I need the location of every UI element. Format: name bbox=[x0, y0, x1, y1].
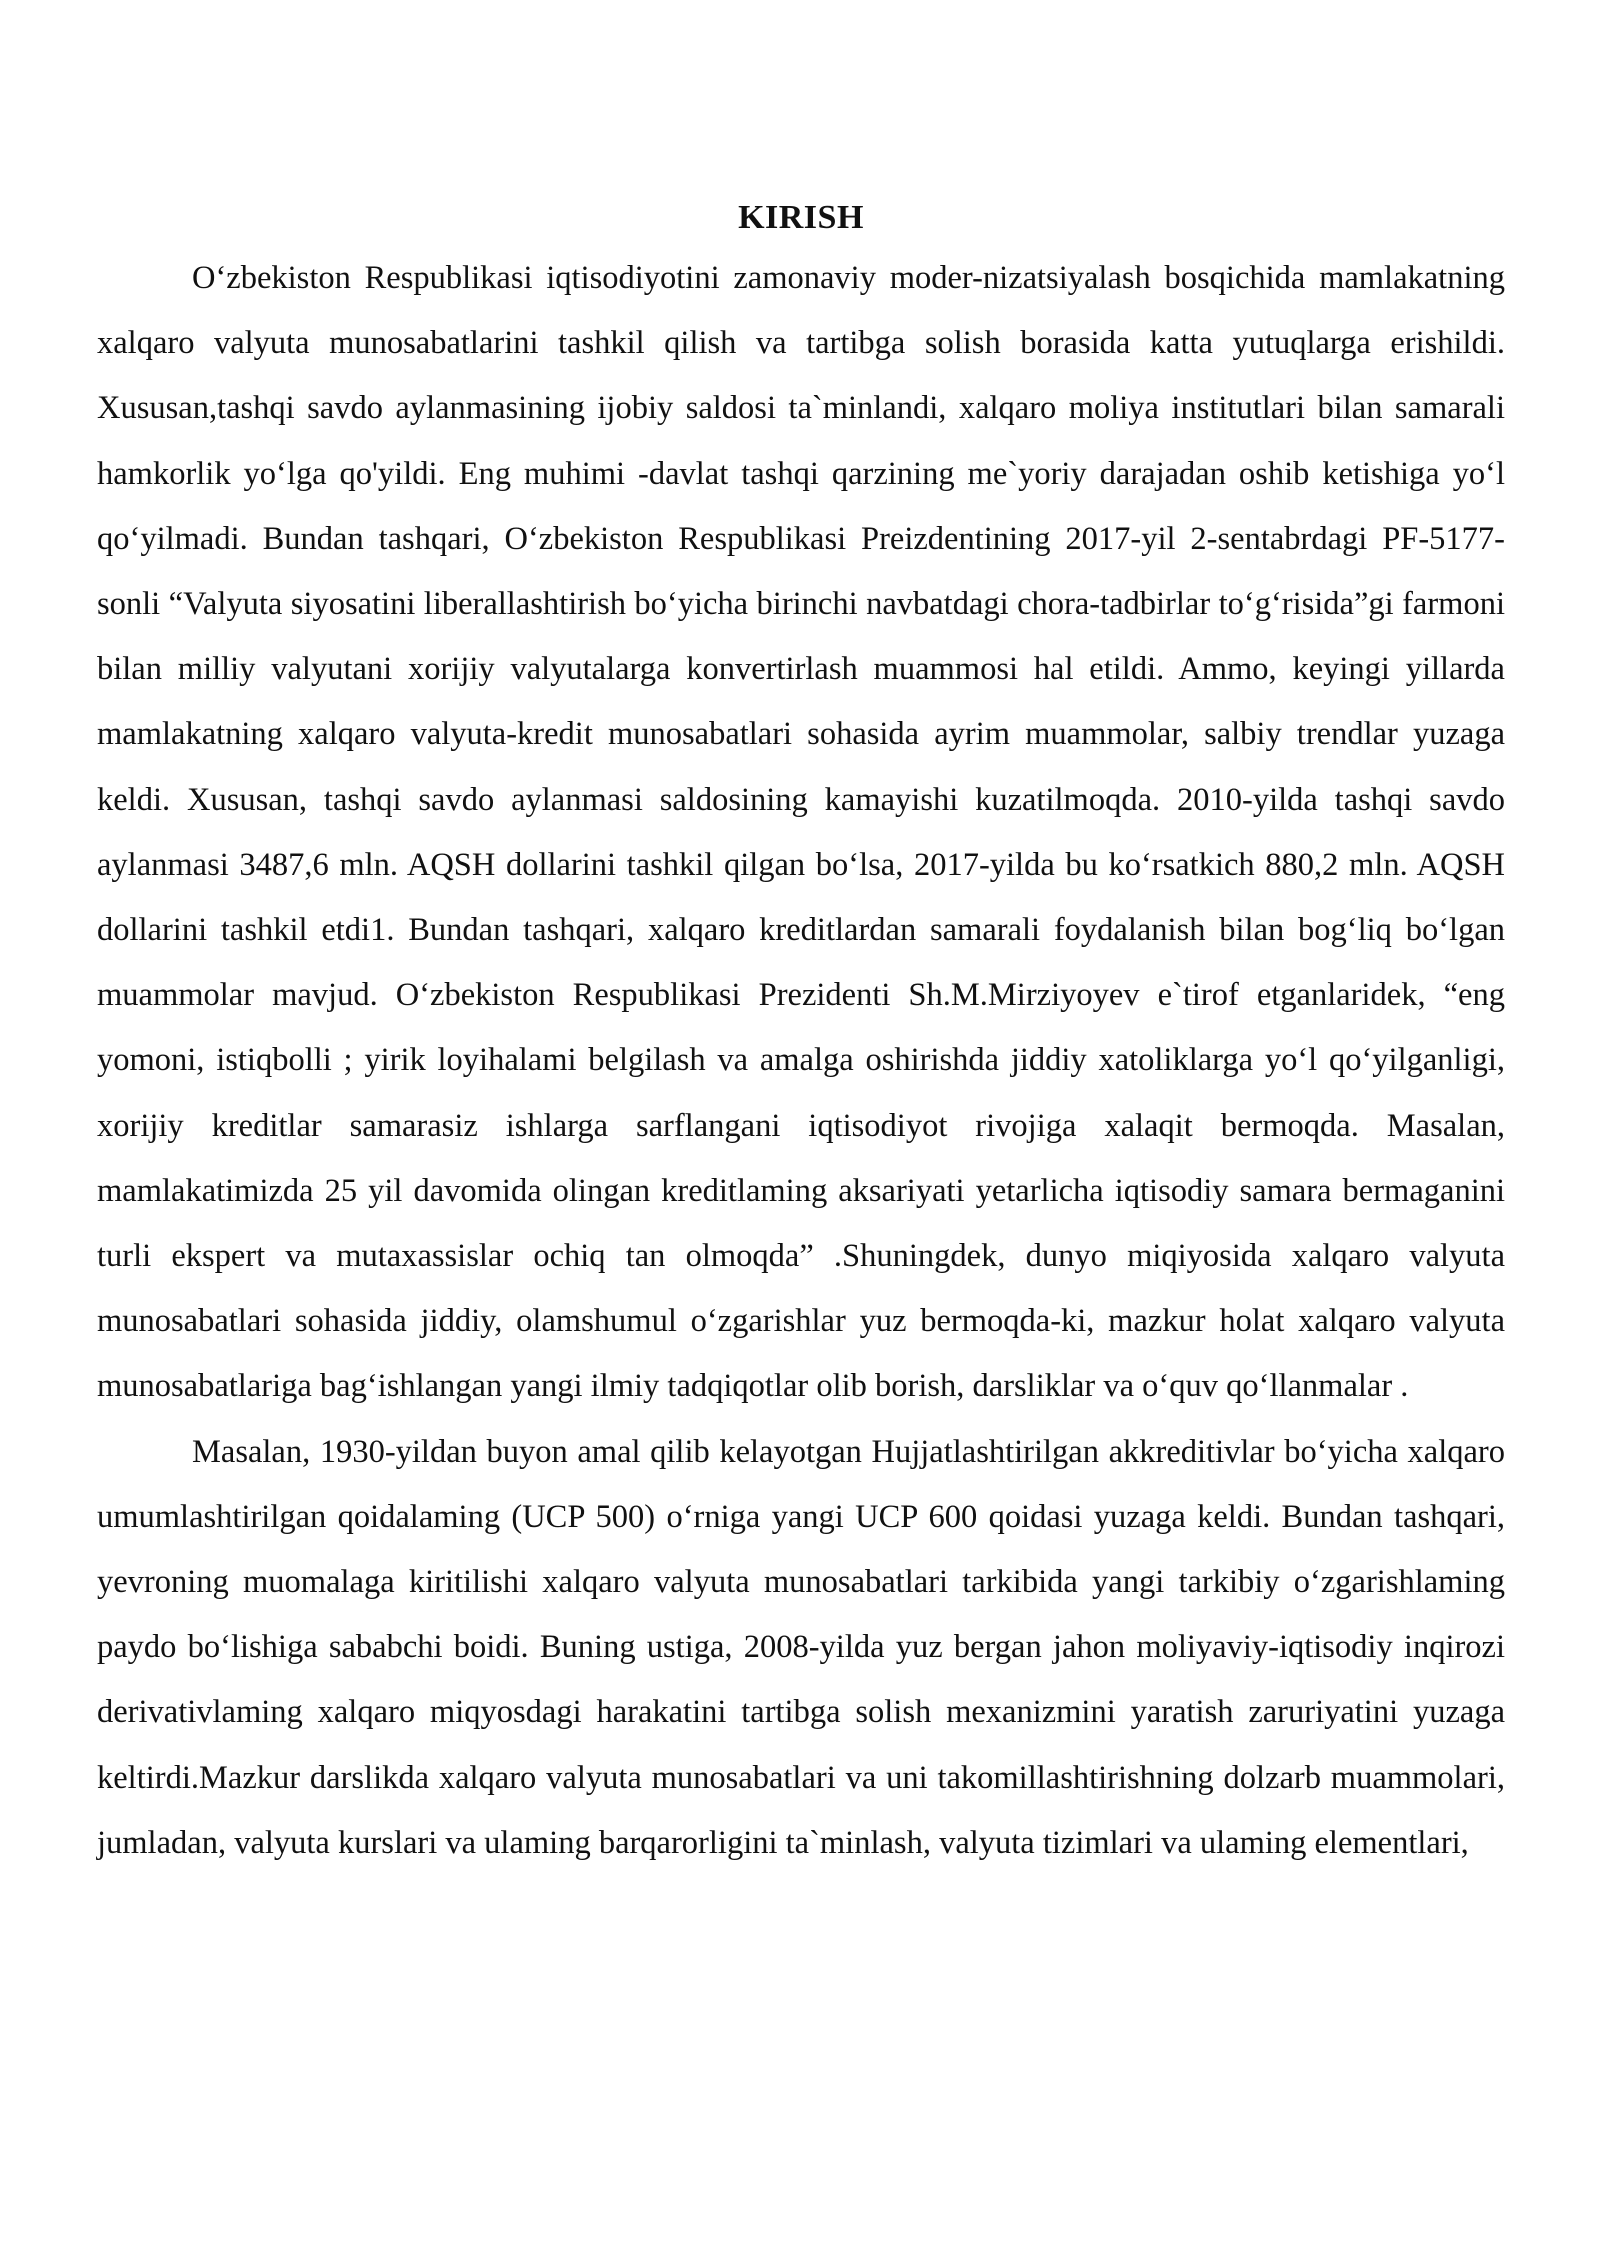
paragraph-1: O‘zbekiston Respublikasi iqtisodiyotini zamonaviy moder-nizatsiyalash bosqichida mamlakatning xalqaro valyuta munosabatlarini tashkil qilish va tartibga solish borasida katta yutuqlarga erishildi. Xususan,tashqi savdo aylanmasining ijobiy saldosi ta`minlandi, xalqaro moliya institutlari bilan samarali hamkorlik yo‘lga qo'yildi. Eng muhimi -davlat tashqi qarzining me`yoriy darajadan oshib ketishiga yo‘l qo‘yilmadi. Bundan tashqari, O‘zbekiston Respublikasi Preizdentining 2017-yil 2-sentabrdagi PF-5177-sonli “Valyuta siyosatini liberallashtirish bo‘yicha birinchi navbatdagi chora-tadbirlar to‘g‘risida”gi farmoni bilan milliy valyutani xorijiy valyutalarga konvertirlash muammosi hal etildi. Ammo, keyingi yillarda mamlakatning xalqaro valyuta-kredit munosabatlari sohasida ayrim muammolar, salbiy trendlar yuzaga keldi. Xususan, tashqi savdo aylanmasi saldosining kamayishi kuzatilmoqda. 2010-yilda tashqi savdo aylanmasi 3487,6 mln. AQSH dollarini tashkil qilgan bo‘lsa, 2017-yilda bu ko‘rsatkich 880,2 mln. AQSH dollarini tashkil etdi1. Bundan tashqari, xalqaro kreditlardan samarali foydalanish bilan bog‘liq bo‘lgan muammolar mavjud. O‘zbekiston Respublikasi Prezidenti Sh.M.Mirziyoyev e`tirof etganlaridek, “eng yomoni, istiqbolli ; yirik loyihalami belgilash va amalga oshirishda jiddiy xatoliklarga yo‘l qo‘yilganligi, xorijiy kreditlar samarasiz ishlarga sarflangani iqtisodiyot rivojiga xalaqit bermoqda. Masalan, mamlakatimizda 25 yil davomida olingan kreditlaming aksariyati yetarlicha iqtisodiy samara bermaganini turli ekspert va mutaxassislar ochiq tan olmoqda” .Shuningdek, dunyo miqiyosida xalqaro valyuta munosabatlari sohasida jiddiy, olamshumul o‘zgarishlar yuz bermoqda-ki, mazkur holat xalqaro valyuta munosabatlariga bag‘ishlangan yangi ilmiy tadqiqotlar olib borish, darsliklar va o‘quv qo‘llanmalar . bbox=[97, 260, 1505, 1405]
document-page bbox=[97, 190, 1505, 1876]
paragraph-2: Masalan, 1930-yildan buyon amal qilib kelayotgan Hujjatlashtirilgan akkreditivlar bo‘yicha xalqaro umumlashtirilgan qoidalaming (UCP 500) o‘rniga yangi UCP 600 qoidasi yuzaga keldi. Bundan tashqari, yevroning muomalaga kiritilishi xalqaro valyuta munosabatlari tarkibida yangi tarkibiy o‘zgarishlaming paydo bo‘lishiga sababchi boidi. Buning ustiga, 2008-yilda yuz bergan jahon moliyaviy-iqtisodiy inqirozi derivativlaming xalqaro miqyosdagi harakatini tartibga solish mexanizmini yaratish zaruriyatini yuzaga keltirdi.Mazkur darslikda xalqaro valyuta munosabatlari va uni takomillashtirishning dolzarb muammolari, jumladan, valyuta kurslari va ulaming barqarorligini ta`minlash, valyuta tizimlari va ulaming elementlari, bbox=[97, 1433, 1505, 1861]
document-title: KIRISH bbox=[738, 199, 864, 236]
